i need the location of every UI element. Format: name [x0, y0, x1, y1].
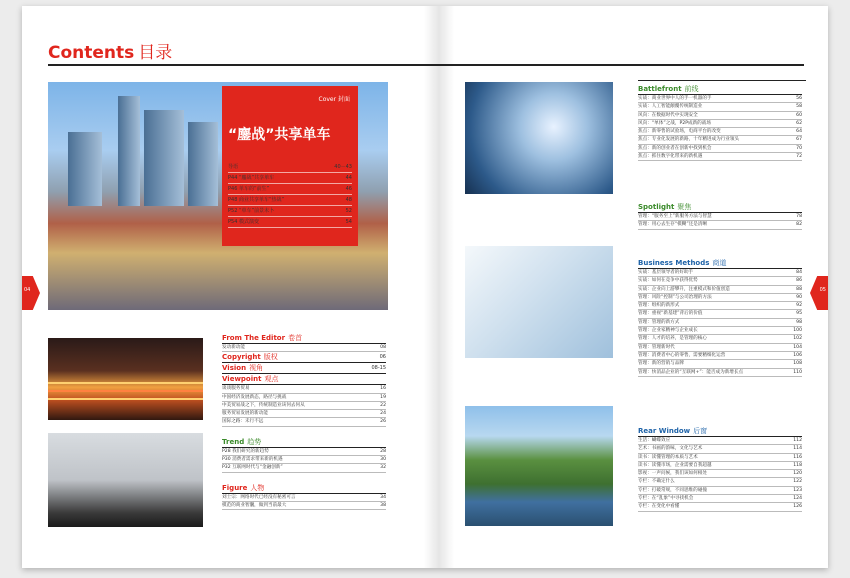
toc-entry-page: 104 [793, 344, 802, 350]
toc-entry-text: 谈谈服务贸易 [222, 386, 250, 392]
toc-entry[interactable] [638, 360, 802, 368]
building [188, 122, 218, 206]
toc-entry-page: 108 [793, 361, 802, 367]
toc-entry-text: 专栏：打破常规，不同思维的碰撞 [638, 487, 707, 493]
toc-entry-text: 管理：风险“控制”与公司治理的方法 [638, 294, 712, 300]
toc-entry-page: 123 [793, 487, 802, 493]
title-en: Contents [48, 43, 135, 63]
toc-entry-text: 专栏：在“乱象”中寻找机会 [638, 496, 694, 502]
toc-entry[interactable] [638, 128, 802, 136]
section-title: From The Editor [222, 334, 286, 342]
toc-entry-page: 114 [793, 446, 802, 452]
section-title-cn: 人物 [250, 483, 265, 492]
toc-entry[interactable] [222, 456, 386, 464]
toc-entry[interactable] [222, 344, 386, 352]
section-heading [222, 483, 386, 494]
toc-entry[interactable] [638, 145, 802, 153]
cover-item-text: P44 “鏖战”共享单车 [228, 175, 275, 181]
toc-entry-text: 管理：人才的培养，是管理的核心 [638, 336, 707, 342]
toc-entry-page: 22 [380, 402, 386, 408]
toc-entry[interactable] [222, 448, 386, 456]
section-heading [222, 352, 386, 363]
toc-entry-text: 管理：企业家精神与企业成长 [638, 328, 698, 334]
cover-item-text: P52 “单车”前景未卜 [228, 208, 275, 214]
building [118, 96, 140, 206]
toc-entry[interactable] [638, 103, 802, 111]
cover-item-text: P46 单车的“前生” [228, 186, 270, 192]
toc-entry[interactable] [638, 269, 802, 277]
toc-entry[interactable] [638, 335, 802, 343]
toc-entry[interactable] [638, 470, 802, 478]
section-title-cn: 前线 [684, 85, 699, 93]
cover-item-page: 54 [345, 219, 352, 225]
toc-entry[interactable] [222, 464, 386, 472]
section-title: Spotlight [638, 203, 675, 211]
building [144, 110, 184, 206]
toc-entry[interactable] [638, 221, 802, 229]
toc-entry[interactable] [638, 454, 802, 462]
section-title: Rear Window [638, 427, 691, 435]
toc-entry-page: 32 [380, 465, 386, 471]
section-title-cn: 视角 [249, 364, 264, 373]
toc-entry-page: 84 [796, 270, 802, 275]
toc-entry-text: 艺术：书画的韵味，文化与艺术 [638, 446, 703, 452]
cover-item-page: 48 [345, 197, 352, 203]
toc-entry-page: 124 [793, 496, 802, 502]
toc-entry-text: 刘士宗：网络时代已经没有秘密可言 [222, 494, 296, 500]
toc-entry[interactable] [638, 302, 802, 310]
toc-entry[interactable] [638, 319, 802, 327]
page-number-right: 05 [819, 287, 826, 293]
toc-entry-page: 67 [796, 137, 802, 143]
toc-entry-page: 72 [796, 154, 802, 160]
cover-item[interactable] [228, 217, 352, 228]
toc-entry-text: 实战：如何在竞争中获得优势 [638, 278, 698, 284]
toc-entry-text: 读书：读懂市场，企业需要自我超越 [638, 462, 712, 468]
page-tab-right [810, 276, 828, 310]
toc-entry-page: 95 [796, 311, 802, 317]
cover-item[interactable] [228, 173, 352, 184]
toc-entry[interactable] [638, 437, 802, 445]
toc-entry[interactable] [638, 352, 802, 360]
toc-entry-page: 78 [796, 214, 802, 219]
section-title-cn: 版权 [263, 353, 278, 362]
section-heading [222, 363, 386, 374]
toc-entry-page: 16 [380, 386, 386, 392]
toc-entry[interactable] [638, 344, 802, 352]
section-title: Figure [222, 483, 248, 492]
light-streak [48, 390, 203, 392]
toc-entry-page: 98 [796, 319, 802, 325]
toc-entry-text: 管理：组织的新形式 [638, 303, 680, 309]
cover-item-text: P48 商业共享单车“热战” [228, 197, 285, 203]
title-cn: 目录 [138, 43, 173, 63]
toc-entry[interactable] [638, 462, 802, 470]
toc-entry-page: 92 [796, 303, 802, 309]
page-tab-left [22, 276, 40, 310]
section-page: 08-15 [371, 365, 386, 372]
toc-entry[interactable] [638, 478, 802, 486]
toc-entry-page: 86 [796, 278, 802, 284]
toc-entry-page: 26 [380, 419, 386, 425]
cover-item-text: P54 模式演变 [228, 219, 259, 225]
cover-item-page: 40－43 [334, 164, 352, 170]
toc-entry-text: 专栏：在变化中看懂 [638, 504, 680, 510]
toc-entry-text: 焦点：抓住数字化带来的新机遇 [638, 154, 703, 160]
page-title [48, 38, 172, 63]
toc-entry-page: 24 [380, 411, 386, 417]
toc-entry[interactable] [638, 153, 802, 161]
toc-entry[interactable] [638, 495, 802, 503]
toc-entry[interactable] [222, 494, 386, 502]
building [68, 132, 102, 206]
toc-entry-page: 90 [796, 294, 802, 300]
toc-entry-page: 100 [793, 328, 802, 334]
toc-entry-text: 专栏：不确定什么 [638, 479, 675, 485]
toc-entry-text: 实战：企业向上游攀升，注重模式和价值创造 [638, 286, 730, 292]
cover-title: “鏖战”共享单车 [228, 127, 331, 143]
medical-photo [465, 246, 613, 358]
section-title-cn: 卷首 [288, 334, 303, 342]
toc-entry-text: 实战：人工智能颠覆传统制造业 [638, 104, 703, 110]
toc-entry-text: 焦点：专业化发展的新路，十年精进成为行业领头 [638, 137, 740, 143]
section-gap [222, 427, 386, 437]
toc-business-methods [638, 258, 802, 377]
toc-entry-text: 焦点：新零售的试验场，电商平台的改变 [638, 129, 721, 135]
title-rule [48, 64, 804, 66]
section-heading [638, 258, 802, 269]
toc-entry-page: 122 [793, 479, 802, 485]
section-heading [222, 374, 386, 385]
section-title: Battlefront [638, 85, 682, 93]
toc-entry-text: 风向：“单体”之战，P2P成新的战场 [638, 120, 711, 126]
toc-entry[interactable] [638, 327, 802, 335]
section-title-cn: 观点 [264, 375, 279, 384]
toc-entry[interactable] [222, 410, 386, 418]
toc-spotlight [638, 202, 802, 230]
toc-entry-page: 38 [380, 502, 386, 508]
toc-entry-page: 110 [793, 369, 802, 375]
toc-entry[interactable] [638, 503, 802, 511]
toc-left-column [222, 333, 386, 510]
cover-item-page: 44 [345, 175, 352, 181]
toc-entry-page: 70 [796, 145, 802, 151]
cover-item[interactable] [228, 184, 352, 195]
toc-entry[interactable] [638, 95, 802, 103]
toc-entry-text: P30 消费者需求带来新的机遇 [222, 457, 283, 463]
toc-entry-page: 34 [380, 494, 386, 500]
toc-entry[interactable] [638, 286, 802, 294]
toc-entry-page: 116 [793, 454, 802, 460]
toc-entry-page: 82 [796, 222, 802, 228]
toc-entry-text: 管理：重视“新基建”背后的价值 [638, 311, 703, 317]
speaker-photo [48, 433, 203, 527]
toc-entry-page: 60 [796, 112, 802, 118]
cover-label: Cover 封面 [318, 96, 350, 103]
cover-item-text: 导语 [228, 164, 239, 170]
toc-entry-text: 管理：消费者中心的零售，需要精细化运营 [638, 352, 726, 358]
section-page: 06 [379, 354, 386, 361]
toc-entry[interactable] [638, 445, 802, 453]
cover-story-box[interactable] [222, 86, 358, 246]
toc-entry-text: 实战：商业世界中人的手一机器的手 [638, 96, 712, 101]
toc-entry[interactable] [638, 487, 802, 495]
light-streak [48, 398, 203, 400]
toc-entry-page: 106 [793, 352, 802, 358]
toc-entry-page: 88 [796, 286, 802, 292]
toc-entry[interactable] [222, 394, 386, 402]
toc-rear-window [638, 426, 802, 512]
section-title: Business Methods [638, 259, 710, 267]
toc-entry[interactable] [222, 385, 386, 393]
toc-entry[interactable] [222, 402, 386, 410]
toc-entry-text: 管理：新的营销与品牌 [638, 361, 684, 367]
toc-entry[interactable] [638, 136, 802, 144]
toc-entry-text: P32 互联网时代与“金融创新” [222, 465, 283, 471]
toc-entry[interactable] [638, 294, 802, 302]
toc-entry-text: 模范的商业智囊，做到当前最大 [222, 502, 287, 508]
toc-entry-text: 国际之路：未行不远 [222, 419, 264, 425]
toc-entry-page: 118 [793, 462, 802, 468]
toc-entry-text: 服务贸易发展的新动能 [222, 411, 268, 417]
section-heading [222, 437, 386, 448]
section-title-cn: 趋势 [247, 437, 262, 446]
right-top-rule [638, 80, 806, 81]
toc-entry-page: 102 [793, 336, 802, 342]
city-night-photo [48, 338, 203, 420]
toc-entry-text: 管理：管理的新方式 [638, 319, 680, 325]
toc-entry-text: 中美贸易战之下，传统制造业该何去何从 [222, 402, 305, 408]
toc-entry-text: 读书：读懂管理的本质与艺术 [638, 454, 698, 460]
cover-item[interactable] [228, 195, 352, 206]
toc-entry-page: 112 [793, 438, 802, 443]
spine-shadow [424, 6, 454, 568]
toc-entry[interactable] [222, 418, 386, 426]
cover-item[interactable] [228, 206, 352, 217]
toc-entry[interactable] [222, 502, 386, 510]
section-heading [638, 84, 802, 95]
toc-entry-text: 管理：“服务至上”新服务方法与智慧 [638, 214, 712, 219]
section-heading [638, 202, 802, 213]
toc-entry-text: 实战：基层领导者的好助手 [638, 270, 694, 275]
toc-battlefront [638, 84, 802, 161]
section-title: Trend [222, 437, 245, 446]
toc-entry[interactable] [638, 120, 802, 128]
toc-entry[interactable] [638, 369, 802, 377]
light-streak [48, 382, 203, 384]
toc-entry-page: 126 [793, 504, 802, 510]
toc-entry-page: 19 [380, 394, 386, 400]
section-title: Viewpoint [222, 375, 262, 384]
magazine-spread [22, 6, 828, 568]
toc-entry-text: 中国经济发展新态，路径与挑战 [222, 394, 287, 400]
toc-entry-text: P28 我们研究的新趋势 [222, 448, 269, 454]
toc-entry-page: 28 [380, 448, 386, 454]
section-gap [222, 473, 386, 483]
robot-photo [465, 82, 613, 194]
toc-entry[interactable] [638, 213, 802, 221]
section-heading [222, 333, 386, 344]
park-photo [465, 406, 613, 526]
toc-entry-page: 120 [793, 471, 802, 477]
toc-entry[interactable] [638, 277, 802, 285]
toc-entry-text: 焦点：新的创业者在创新中找到机会 [638, 145, 712, 151]
toc-entry-text: 管理：快消品企业的“互联网+”：能否成为新增长点 [638, 369, 744, 375]
cover-item-page: 46 [345, 186, 352, 192]
toc-entry-text: 风向：在数据时代中实现安全 [638, 112, 698, 118]
toc-entry-text: 管理：管理新时代 [638, 344, 675, 350]
toc-entry-page: 64 [796, 129, 802, 135]
cover-item[interactable] [228, 162, 352, 173]
section-title: Vision [222, 364, 247, 373]
toc-entry-text: 影视：一声问候，我们该如何相处 [638, 471, 707, 477]
toc-entry[interactable] [638, 112, 802, 120]
page-number-left: 04 [24, 287, 31, 293]
section-title-cn: 聚焦 [677, 203, 692, 211]
section-heading [638, 426, 802, 437]
toc-entry[interactable] [638, 310, 802, 318]
section-title: Copyright [222, 353, 261, 362]
toc-entry-page: 62 [796, 120, 802, 126]
toc-entry-page: 58 [796, 104, 802, 110]
toc-entry-page: 56 [796, 96, 802, 101]
cover-items [228, 162, 352, 228]
toc-entry-text: 管理：用心去生存“模糊”还是清晰 [638, 222, 708, 228]
toc-entry-text: 发动新动能 [222, 345, 245, 350]
section-title-cn: 商道 [712, 259, 727, 267]
section-title-cn: 后窗 [693, 427, 708, 435]
toc-entry-page: 08 [380, 345, 386, 350]
toc-entry-page: 30 [380, 457, 386, 463]
cover-item-page: 52 [345, 208, 352, 214]
toc-entry-text: 生活：蝴蝶效应 [638, 438, 671, 443]
